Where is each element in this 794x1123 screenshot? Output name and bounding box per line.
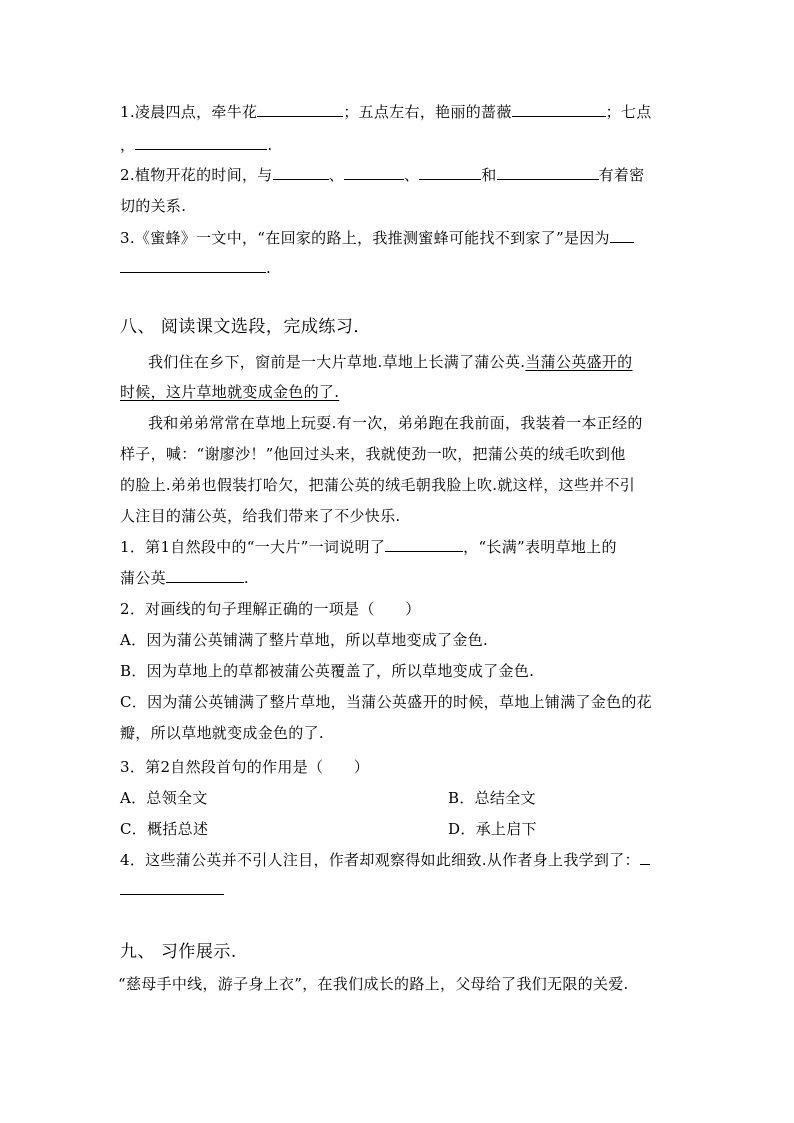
s7-q2-text-b: 有着密: [598, 166, 645, 184]
s7-question-3: [120, 228, 634, 248]
s7-q2-text-c: 切的关系.: [120, 197, 187, 215]
s8-question-1: [120, 537, 617, 557]
option-c-cont: 瓣，所以草地就变成金色的了.: [120, 724, 324, 742]
s7-question-1-cont: [120, 135, 272, 155]
s7-q1-text-e: .: [267, 136, 273, 154]
passage-p1-line1: [148, 352, 632, 372]
s7-q3-text-b: .: [266, 259, 272, 277]
blank[interactable]: [344, 165, 404, 180]
s7-q1-text-a: 1.凌晨四点，牵牛花: [120, 103, 258, 121]
blank[interactable]: [640, 850, 650, 865]
blank[interactable]: [120, 880, 224, 895]
section-9-title: 九、 习作展示.: [120, 942, 237, 962]
s8-question-4-cont: [120, 880, 224, 900]
option-c[interactable]: C．因为蒲公英铺满了整片草地，当蒲公英盛开的时候，草地上铺满了金色的花: [120, 693, 652, 711]
s8-question-4: [120, 850, 650, 870]
s7-question-3-cont: [120, 258, 271, 278]
s7-q1-text-b: ；五点左右，艳丽的蔷薇: [343, 103, 512, 121]
option-b[interactable]: B．因为草地上的草都被蒲公英覆盖了，所以草地变成了金色.: [120, 662, 535, 680]
passage-p2-line2: 样子，喊：“谢廖沙！”他回过头来，我就使劲一吹，把蒲公英的绒毛吹到他: [120, 445, 626, 463]
passage-text: 我们住在乡下，窗前是一大片草地.草地上长满了蒲公英.: [148, 353, 526, 371]
separator: 、: [403, 166, 420, 184]
blank[interactable]: [120, 258, 266, 273]
blank[interactable]: [497, 165, 599, 180]
blank[interactable]: [166, 568, 244, 583]
blank[interactable]: [273, 165, 329, 180]
passage-p2-line1: 我和弟弟常常在草地上玩耍.有一次，弟弟跑在我前面，我装着一本正经的: [148, 414, 643, 432]
section-8-title: 八、 阅读课文选段，完成练习．: [120, 317, 371, 337]
conjunction: 和: [481, 166, 497, 184]
passage-p1-line2: [120, 382, 339, 402]
option-d[interactable]: D．承上启下: [448, 820, 537, 838]
underlined-sentence: 时候，这片草地就变成金色的了.: [120, 383, 340, 401]
option-b[interactable]: B．总结全文: [448, 789, 536, 807]
question-text: 蒲公英: [120, 569, 166, 587]
blank[interactable]: [135, 135, 267, 150]
option-a[interactable]: A．因为蒲公英铺满了整片草地，所以草地变成了金色.: [120, 631, 489, 649]
blank[interactable]: [385, 537, 463, 552]
passage-p2-line4: 人注目的蒲公英，给我们带来了不少快乐.: [120, 507, 401, 525]
underlined-sentence: 当蒲公英盛开的: [525, 353, 633, 371]
blank[interactable]: [257, 102, 343, 117]
s8-question-2: 2．对画线的句子理解正确的一项是（ ）: [120, 600, 421, 618]
s7-q1-text-c: ；七点: [605, 103, 652, 121]
s7-q1-text-d: ，: [120, 136, 136, 154]
passage-p2-line3: 的脸上.弟弟也假装打哈欠，把蒲公英的绒毛朝我脸上吹.就这样，这些并不引: [120, 476, 636, 494]
s8-q3-row1: [120, 788, 536, 808]
s8-q3-row2: [120, 819, 537, 839]
separator: 、: [328, 166, 344, 184]
s7-question-2: [120, 165, 644, 185]
blank[interactable]: [512, 102, 606, 117]
s8-question-1-cont: [120, 568, 249, 588]
s7-q3-text-a: 3.《蜜蜂》一文中，“在回家的路上，我推测蜜蜂可能找不到家了”是因为: [120, 229, 610, 247]
s9-prompt-text: “慈母手中线，游子身上衣”，在我们成长的路上，父母给了我们无限的关爱.: [118, 975, 629, 993]
s8-question-3: 3．第2自然段首句的作用是（ ）: [120, 758, 370, 776]
question-text: ，“长满”表明草地上的: [463, 538, 617, 556]
question-text: 4．这些蒲公英并不引人注目，作者却观察得如此细致.从作者身上我学到了：: [120, 851, 640, 869]
question-text: 1．第1自然段中的“一大片”一词说明了: [120, 538, 386, 556]
s7-q2-text-a: 2.植物开花的时间，与: [120, 166, 273, 184]
s7-question-2-cont: [120, 196, 186, 216]
blank[interactable]: [419, 165, 481, 180]
option-c[interactable]: C．概括总述: [120, 820, 209, 838]
s7-question-1: [120, 102, 652, 122]
option-a[interactable]: A．总领全文: [120, 789, 208, 807]
blank[interactable]: [610, 228, 634, 243]
question-text: .: [243, 569, 249, 587]
